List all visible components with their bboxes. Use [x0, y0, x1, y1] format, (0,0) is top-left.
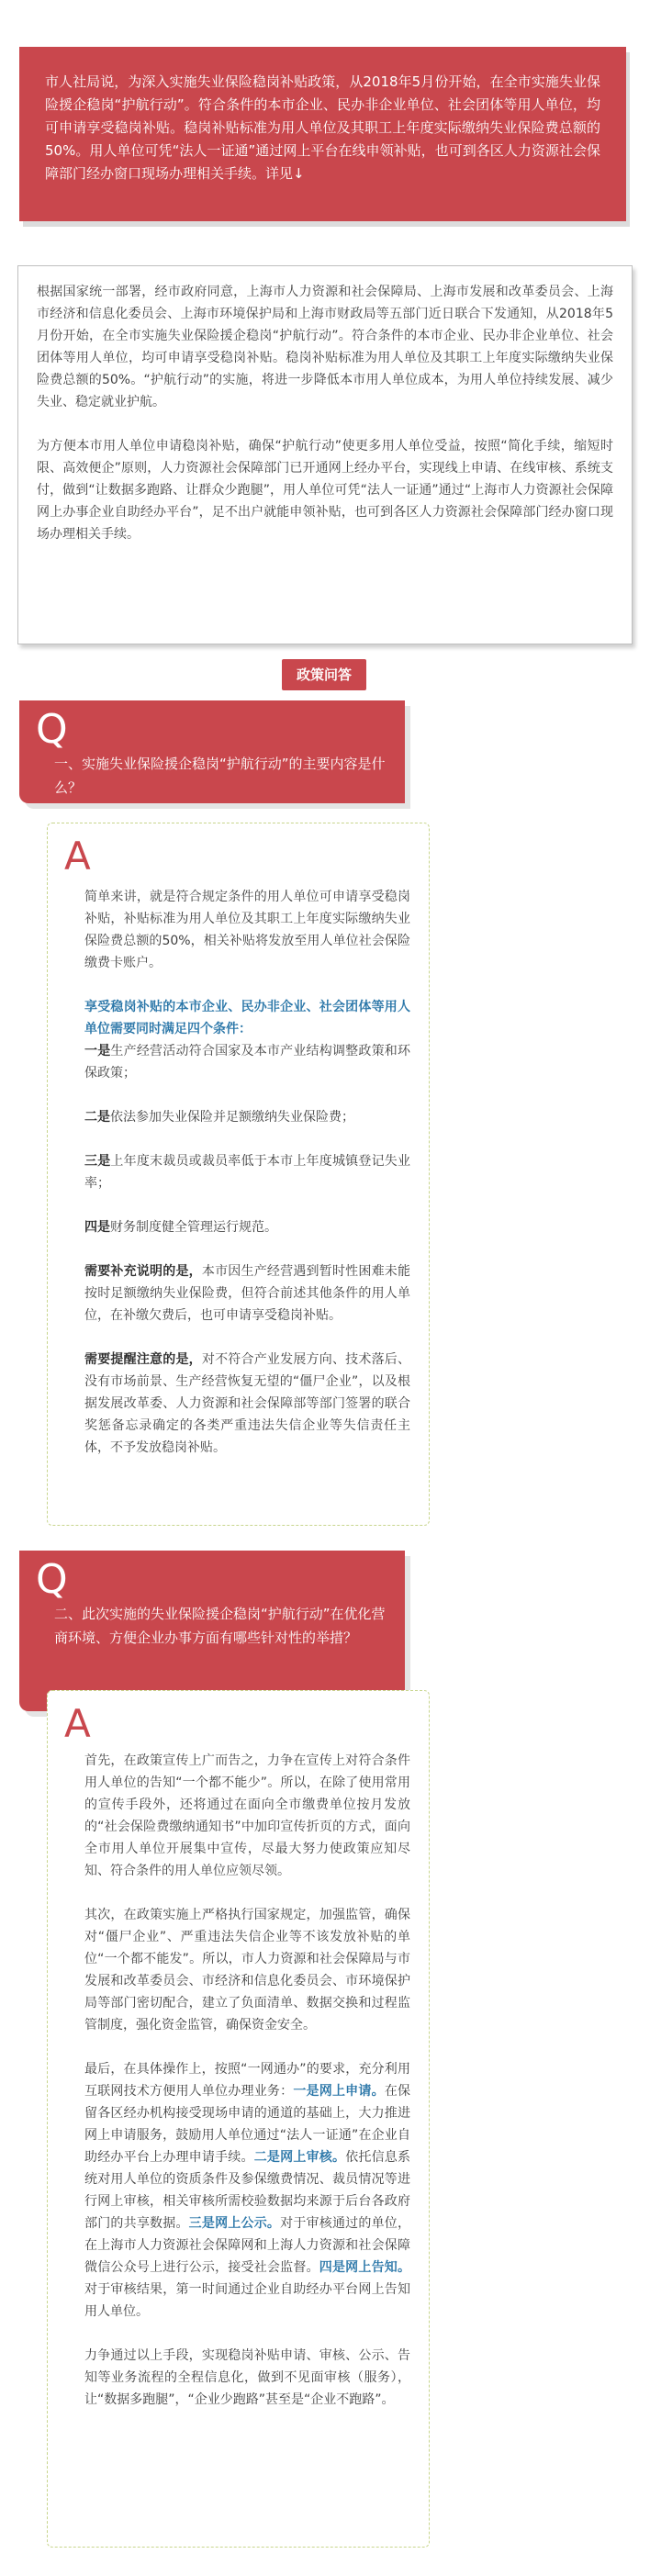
answer-box-1 [47, 823, 430, 1526]
answer-2-p3-intro: 最后，在具体操作上，按照“一网通办”的要求，充分利用互联网技术方便用人单位办理业务： [84, 2062, 410, 2099]
summary-text: 市人社局说，为深入实施失业保险稳岗补贴政策，从2018年5月份开始，在全市实施失业保险援企稳岗“护航行动”。符合条件的本市企业、民办非企业单位、社会团体等用人单位，均可申请享受稳岗补贴。稳岗补贴标准为用人单位及其职工上年度实际缴纳失业保险费总额的50%。用人单位可凭“法人一证通”通过网上平台在线申领补贴，也可到各区人力资源社会保障部门经办窗口现场办理相关手续。详见↓ [45, 73, 600, 182]
step-3-text: 对于审核通过的单位，在上海市人力资源社会保障网和上海人力资源和社会保障微信公众号上进行公示，接受社会监督。 [84, 2216, 411, 2275]
answer-2-paragraph-3 [84, 2058, 410, 2323]
question-card-2 [19, 1551, 405, 1711]
condition-3-text: 上年度末裁员或裁员率低于本市上年度城镇登记失业率； [84, 1154, 411, 1191]
condition-1-text: 生产经营活动符合国家及本市产业结构调整政策和环保政策； [84, 1044, 411, 1081]
step-4-text: 对于审核结果，第一时间通过企业自助经办平台网上告知用人单位。 [84, 2282, 410, 2319]
condition-1-lead: 一是 [84, 1044, 111, 1058]
answer-1-intro: 简单来讲，就是符合规定条件的用人单位可申请享受稳岗补贴，补贴标准为用人单位及其职工上年度实际缴纳失业保险费总额的50%，相关补贴将发放至用人单位社会保险缴费卡账户。 [84, 890, 410, 970]
condition-4-text: 财务制度健全管理运行规范。 [110, 1220, 277, 1235]
step-2-text: 依托信息系统对用人单位的资质条件及参保缴费情况、裁员情况等进行网上审核，相关审核所需校验数据均来源于后台各政府部门的共享数据。 [84, 2150, 411, 2231]
condition-2-lead: 二是 [84, 1110, 110, 1125]
conditions-heading: 享受稳岗补贴的本市企业、民办非企业、社会团体等用人单位需要同时满足四个条件： [84, 1000, 410, 1036]
answer-2-body [84, 1750, 410, 2433]
step-3-lead: 三是网上公示。 [188, 2216, 281, 2231]
answer-box-2 [47, 1690, 430, 2548]
question-letter-icon: Q [36, 706, 68, 753]
section-title-badge: 政策问答 [282, 659, 366, 690]
summary-card [19, 47, 626, 221]
condition-2-text: 依法参加失业保险并足额缴纳失业保险费； [110, 1110, 354, 1125]
answer-letter-icon: A [64, 1701, 91, 1746]
answer-2-paragraph-4: 力争通过以上手段，实现稳岗补贴申请、审核、公示、告知等业务流程的全程信息化，做到不见面审核（服务），让“数据多跑腿”，“企业少跑路”甚至是“企业不跑路”。 [84, 2348, 410, 2407]
step-4-lead: 四是网上告知。 [319, 2260, 410, 2275]
answer-1-body [84, 886, 410, 1481]
question-1-text: 一、实施失业保险援企稳岗“护航行动”的主要内容是什么？ [54, 756, 386, 796]
step-1-lead: 一是网上申请。 [293, 2084, 385, 2099]
answer-2-paragraph-2: 其次，在政策实施上严格执行国家规定，加强监管，确保对“僵尸企业”、严重违法失信企业等不该发放补贴的单位“一个都不能发”。所以，市人力资源和社会保障局与市发展和改革委员会、市经济和信息化委员会、市环境保护局等部门密切配合，建立了负面清单、数据交换和过程监管制度，强化资金监管，确保资金安全。 [84, 1908, 410, 2033]
step-2-lead: 二是网上审核。 [253, 2150, 346, 2165]
intro-paragraph-2: 为方便本市用人单位申请稳岗补贴，确保“护航行动”使更多用人单位受益，按照“简化手续，缩短时限、高效便企”原则，人力资源社会保障部门已开通网上经办平台，实现线上申请、在线审核、系统支付，做到“让数据多跑路、让群众少跑腿”，用人单位可凭“法人一证通”通过“上海市人力资源社会保障网上办事企业自助经办平台”，足不出户就能申领补贴，也可到各区人力资源社会保障部门经办窗口现场办理相关手续。 [37, 439, 613, 542]
supplement-lead: 需要补充说明的是， [84, 1264, 202, 1279]
answer-2-paragraph-1: 首先，在政策宣传上广而告之，力争在宣传上对符合条件用人单位的告知“一个都不能少”。所以，在除了使用常用的宣传手段外，还将通过在面向全市缴费单位按月发放的“社会保险费缴纳通知书”中加印宣传折页的方式，面向全市用人单位开展集中宣传，尽最大努力使政策应知尽知、符合条件的用人单位应领尽领。 [84, 1753, 410, 1878]
reminder-lead: 需要提醒注意的是， [84, 1352, 202, 1367]
answer-letter-icon: A [64, 834, 91, 879]
supplement-text: 本市因生产经营遇到暂时性困难未能按时足额缴纳失业保险费，但符合前述其他条件的用人单位，在补缴欠费后，也可申请享受稳岗补贴。 [84, 1264, 410, 1323]
reminder-text: 对不符合产业发展方向、技术落后、没有市场前景、生产经营恢复无望的“僵尸企业”，以及根据发展改革委、人力资源和社会保障部等部门签署的联合奖惩备忘录确定的各类严重违法失信企业等失信责任主体，不予发放稳岗补贴。 [84, 1352, 410, 1455]
condition-4-lead: 四是 [84, 1220, 110, 1235]
question-2-text: 二、此次实施的失业保险援企稳岗“护航行动”在优化营商环境、方便企业办事方面有哪些针对性的举措？ [54, 1606, 386, 1646]
condition-3-lead: 三是 [84, 1154, 111, 1169]
question-card-1 [19, 700, 405, 803]
intro-paragraph-1: 根据国家统一部署，经市政府同意，上海市人力资源和社会保障局、上海市发展和改革委员会、上海市经济和信息化委员会、上海市环境保护局和上海市财政局等五部门近日联合下发通知，从2018年5月份开始，在全市实施失业保险援企稳岗“护航行动”。符合条件的本市企业、民办非企业单位、社会团体等用人单位，均可申请享受稳岗补贴。稳岗补贴标准为用人单位及其职工上年度实际缴纳失业保险费总额的50%。“护航行动”的实施，将进一步降低本市用人单位成本，为用人单位持续发展、减少失业、稳定就业护航。 [37, 285, 613, 409]
step-1-text: 在保留各区经办机构接受现场申请的通道的基础上，大力推进网上申请服务，鼓励用人单位通过“法人一证通”在企业自助经办平台上办理申请手续。 [84, 2084, 411, 2165]
question-letter-icon: Q [36, 1556, 68, 1603]
intro-box [17, 265, 633, 644]
